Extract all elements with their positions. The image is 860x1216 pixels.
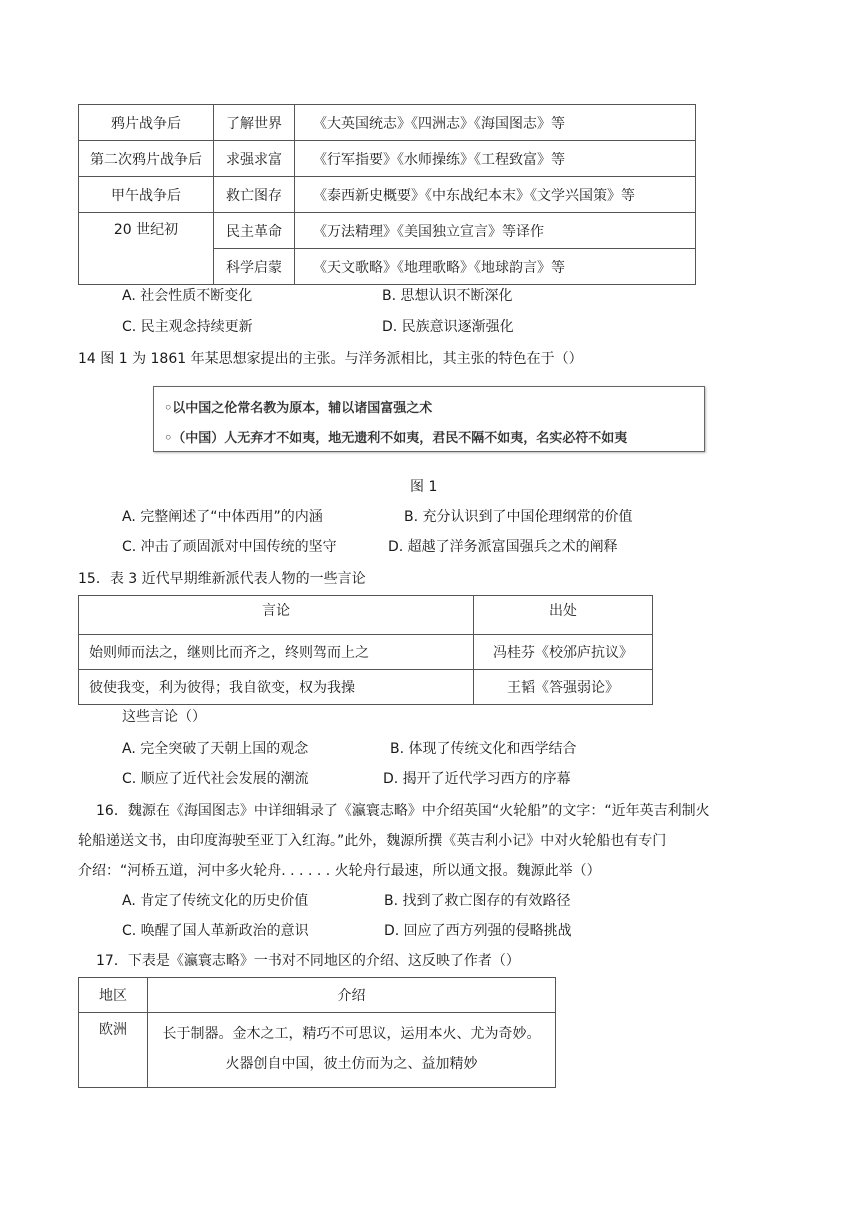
q14-option-a: A. 完整阐述了“中体西用”的内涵: [122, 509, 323, 525]
q15-option-c: C. 顺应了近代社会发展的潮流: [122, 771, 309, 787]
quote-cell: 始则师而法之，继则比而齐之，终则驾而上之: [79, 635, 474, 670]
header-quote: 言论: [79, 596, 474, 635]
q16-option-a: A. 肯定了传统文化的历史价值: [122, 893, 309, 909]
q17-stem: 17．下表是《瀛寰志略》一书对不同地区的介绍、这反映了作者（）: [96, 953, 520, 969]
q16-line-2: 轮船递送文书，由印度海驶至亚丁入红海。”此外，魏源所撰《英吉利小记》中对火轮船也有专门: [78, 833, 667, 849]
table-row: [79, 213, 696, 249]
q16-option-c: C. 唤醒了国人革新政治的意识: [122, 923, 309, 939]
q13-option-d: D. 民族意识逐渐强化: [382, 319, 514, 335]
q16-line-3: 介绍：“河桥五道，河中多火轮舟. . . . . . 火轮舟行最速，所以通文报。魏源此举（）: [78, 863, 601, 879]
books-cell: 《万法精理》《美国独立宣言》等译作: [295, 213, 696, 249]
table-row: [79, 1013, 556, 1088]
table-row: [79, 141, 696, 177]
q16-line-1: 16．魏源在《海国图志》中详细辑录了《瀛寰志略》中介绍英国“火轮船”的文字：“近年英吉利制火: [96, 803, 710, 819]
books-cell: 《大英国统志》《四洲志》《海国图志》等: [295, 105, 696, 141]
q16-option-b: B. 找到了救亡图存的有效路径: [384, 893, 571, 909]
q15-option-b: B. 体现了传统文化和西学结合: [390, 741, 577, 757]
quote-cell: 彼使我变，利为彼得；我自欲变，权为我操: [79, 670, 474, 705]
figure-line: ◦（中国）人无弃才不如夷，地无遗利不如夷，君民不隔不如夷，名实必符不如夷: [164, 431, 628, 446]
quotes-table: [78, 595, 653, 705]
theme-cell: 求强求富: [214, 141, 295, 177]
theme-cell: 民主革命: [214, 213, 295, 249]
figure-line: ◦以中国之伦常名教为原本，辅以诸国富强之术: [164, 401, 433, 416]
theme-cell: 科学启蒙: [214, 249, 295, 285]
books-cell: 《泰西新史概要》《中东战纪本末》《文学兴国策》等: [295, 177, 696, 213]
q13-option-c: C. 民主观念持续更新: [122, 319, 253, 335]
theme-cell: 救亡图存: [214, 177, 295, 213]
books-cell: 《天文歌略》《地理歌略》《地球韵言》等: [295, 249, 696, 285]
figure-1: [153, 386, 705, 452]
period-cell: 20 世纪初: [79, 213, 214, 285]
source-cell: 王韬《答强弱论》: [474, 670, 653, 705]
intro-line: 长于制器。金木之工，精巧不可思议，运用本火、尤为奇妙。: [162, 1026, 541, 1042]
period-cell: 第二次鸦片战争后: [79, 141, 214, 177]
period-cell: 甲午战争后: [79, 177, 214, 213]
q13-option-b: B. 思想认识不断深化: [382, 288, 513, 304]
period-cell: 鸦片战争后: [79, 105, 214, 141]
figure-caption: 图 1: [410, 479, 438, 495]
region-cell: 欧洲: [79, 1013, 148, 1088]
q15-stem: 15．表 3 近代早期维新派代表人物的一些言论: [78, 571, 366, 587]
table-header-row: [79, 978, 556, 1013]
table-header-row: [79, 596, 653, 635]
q14-option-d: D. 超越了洋务派富国强兵之术的阐释: [388, 539, 618, 555]
header-source: 出处: [474, 596, 653, 635]
books-cell: 《行军指要》《水师操练》《工程致富》等: [295, 141, 696, 177]
intro-line: 火器创自中国，彼土仿而为之、益加精妙: [225, 1056, 478, 1072]
theme-cell: 了解世界: [214, 105, 295, 141]
header-region: 地区: [79, 978, 148, 1013]
q14-option-b: B. 充分认识到了中国伦理纲常的价值: [404, 509, 633, 525]
q13-option-a: A. 社会性质不断变化: [122, 288, 253, 304]
source-cell: 冯桂芬《校邠庐抗议》: [474, 635, 653, 670]
table-row: [79, 105, 696, 141]
intro-cell: [148, 1013, 556, 1088]
header-intro: 介绍: [148, 978, 556, 1013]
periods-table: [78, 104, 696, 285]
table-row: [79, 670, 653, 705]
q15-option-d: D. 揭开了近代学习西方的序幕: [383, 771, 571, 787]
q14-stem: 14 图 1 为 1861 年某思想家提出的主张。与洋务派相比，其主张的特色在于（）: [78, 351, 583, 367]
q15-option-a: A. 完全突破了天朝上国的观念: [122, 741, 309, 757]
regions-table: [78, 977, 556, 1088]
q16-option-d: D. 回应了西方列强的侵略挑战: [384, 923, 572, 939]
table-row: [79, 635, 653, 670]
q15-tail: 这些言论（）: [122, 709, 206, 725]
table-row: [79, 177, 696, 213]
q14-option-c: C. 冲击了顽固派对中国传统的坚守: [122, 539, 337, 555]
